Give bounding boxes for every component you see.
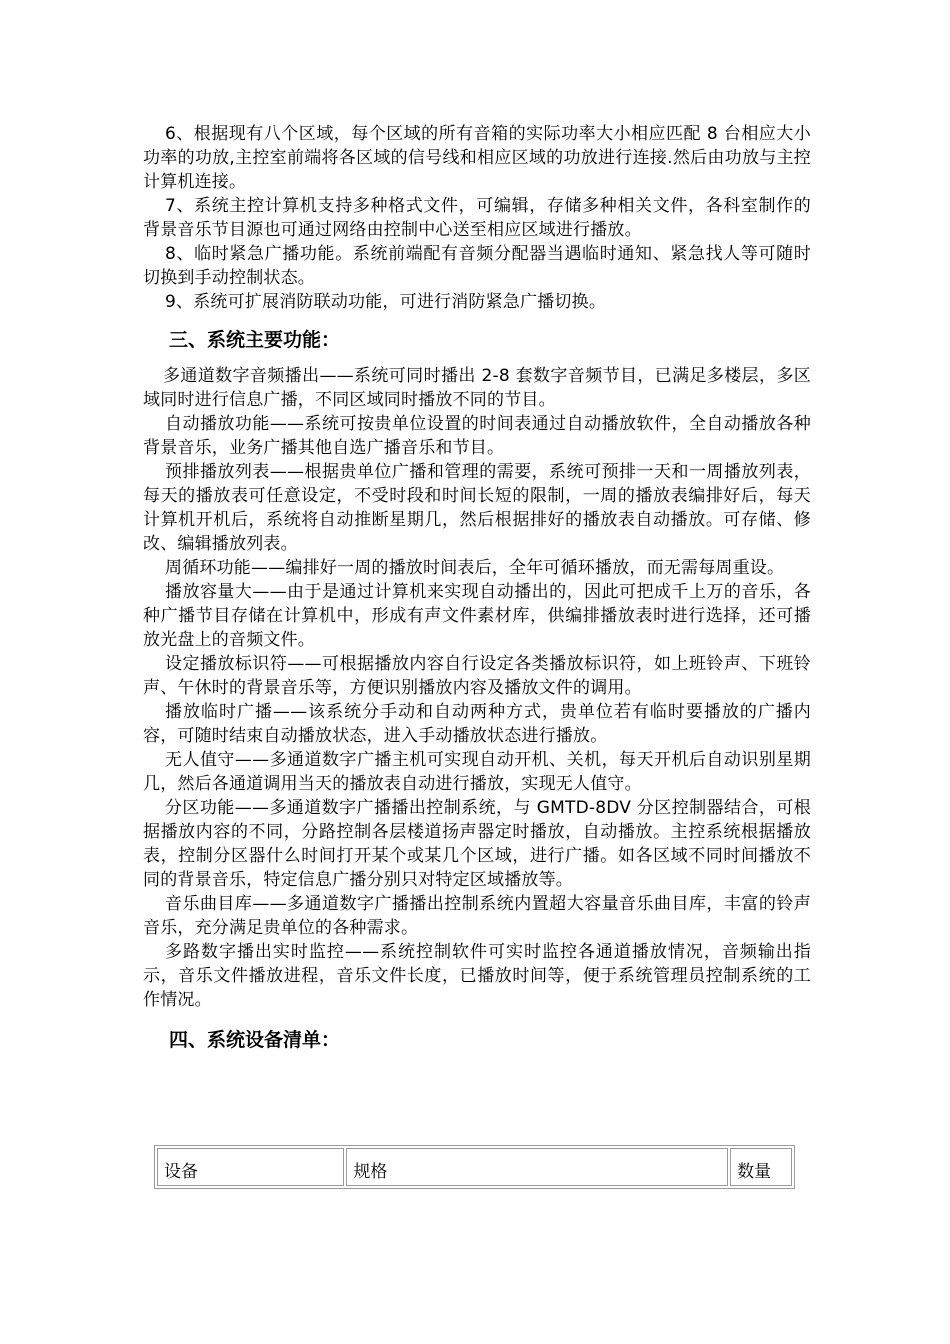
document-page <box>143 122 811 1064</box>
table-header-row <box>157 1148 792 1186</box>
paragraph-schedule: 预排播放列表——根据贵单位广播和管理的需要，系统可预排一天和一周播放列表，每天的播放表可任意设定，不受时段和时间长短的限制，一周的播放表编排好后，每天计算机开机后，系统将自动推断星期几，然后根据排好的播放表自动播放。可存储、修改、编辑播放列表。 <box>143 462 811 554</box>
paragraph-identifiers: 设定播放标识符——可根据播放内容自行设定各类播放标识符，如上班铃声、下班铃声、午休时的背景音乐等，方便识别播放内容及播放文件的调用。 <box>143 654 811 698</box>
section-4-heading: 四、系统设备清单： <box>169 1029 341 1051</box>
header-cell-spec: 规格 <box>346 1148 728 1186</box>
paragraph-music-library: 音乐曲目库——多通道数字广播播出控制系统内置超大容量音乐曲目库，丰富的铃声音乐，充分满足贵单位的各种需求。 <box>143 894 811 938</box>
section-3-body <box>143 364 811 1012</box>
paragraph-monitoring: 多路数字播出实时监控——系统控制软件可实时监控各通道播放情况，音频输出指示，音乐文件播放进程，音乐文件长度，已播放时间等，便于系统管理员控制系统的工作情况。 <box>143 942 811 1010</box>
paragraph-capacity: 播放容量大——由于是通过计算机来实现自动播出的，因此可把成千上万的音乐，各种广播节目存储在计算机中，形成有声文件素材库，供编排播放表时进行选择，还可播放光盘上的音频文件。 <box>143 582 811 650</box>
paragraph-unattended: 无人值守——多通道数字广播主机可实现自动开机、关机，每天开机后自动识别星期几，然后各通道调用当天的播放表自动进行播放，实现无人值守。 <box>143 750 811 794</box>
list-item-9: 9、系统可扩展消防联动功能，可进行消防紧急广播切换。 <box>165 292 607 312</box>
paragraph-temporary-broadcast: 播放临时广播——该系统分手动和自动两种方式，贵单位若有临时要播放的广播内容，可随时结束自动播放状态，进入手动播放状态进行播放。 <box>143 702 811 746</box>
paragraph-zoning: 分区功能——多通道数字广播播出控制系统，与 GMTD-8DV 分区控制器结合，可根据播放内容的不同，分路控制各层楼道扬声器定时播放，自动播放。主控系统根据播放表，控制分区器什么时间打开某个或某几个区域，进行广播。如各区域不同时间播放不同的背景音乐，特定信息广播分别只对特定区域播放等。 <box>143 798 811 890</box>
paragraph-multichannel: 多通道数字音频播出——系统可同时播出 2-8 套数字音频节目，已满足多楼层，多区域同时进行信息广播，不同区域同时播放不同的节目。 <box>143 366 811 410</box>
list-item-6: 6、根据现有八个区域，每个区域的所有音箱的实际功率大小相应匹配 8 台相应大小功率的功放,主控室前端将各区域的信号线和相应区域的功放进行连接.然后由功放与主控计算机连接。 <box>143 124 811 192</box>
header-cell-device: 设备 <box>157 1148 344 1186</box>
header-cell-quantity: 数量 <box>730 1148 792 1186</box>
list-item-8: 8、临时紧急广播功能。系统前端配有音频分配器当遇临时通知、紧急找人等可随时切换到手动控制状态。 <box>143 244 811 288</box>
equipment-table <box>154 1145 795 1189</box>
numbered-list <box>143 122 811 314</box>
list-item-7: 7、系统主控计算机支持多种格式文件，可编辑，存储多种相关文件，各科室制作的背景音乐节目源也可通过网络由控制中心送至相应区域进行播放。 <box>143 196 811 240</box>
paragraph-auto-play: 自动播放功能——系统可按贵单位设置的时间表通过自动播放软件，全自动播放各种背景音乐，业务广播其他自选广播音乐和节目。 <box>143 414 811 458</box>
paragraph-weekly-cycle: 周循环功能——编排好一周的播放时间表后，全年可循环播放，而无需每周重设。 <box>165 558 785 578</box>
section-3-heading: 三、系统主要功能： <box>169 329 341 351</box>
